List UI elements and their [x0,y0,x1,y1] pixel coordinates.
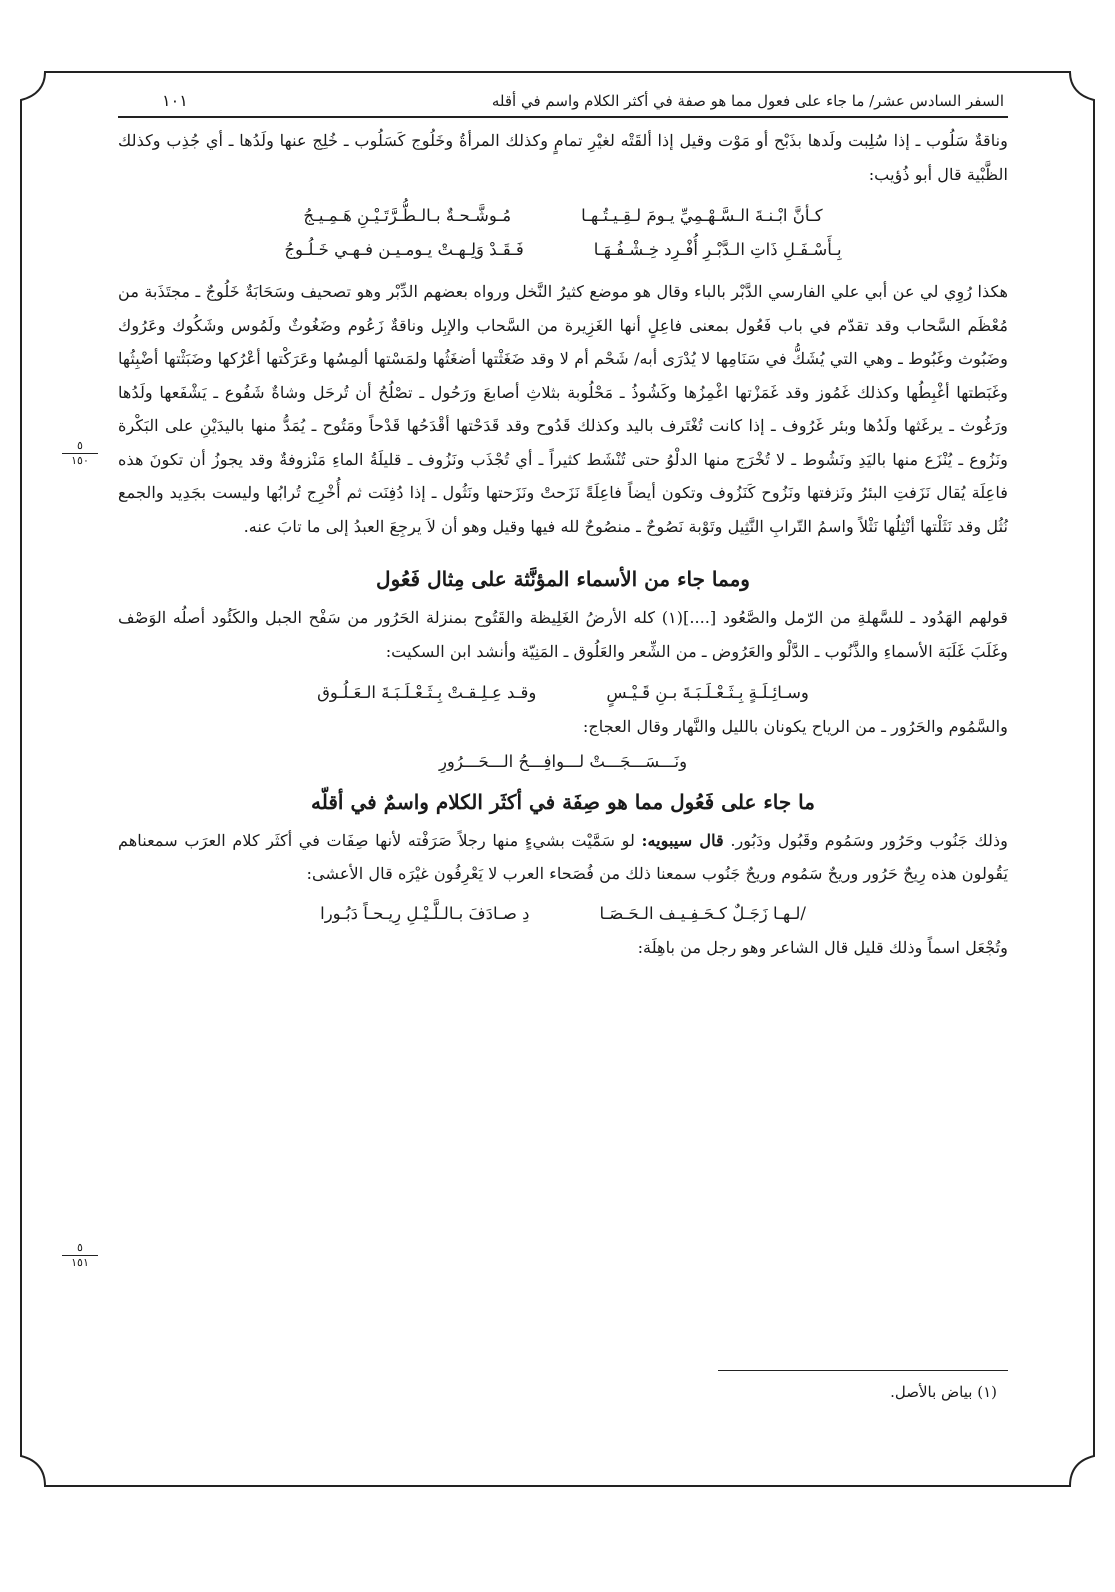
margin-marker-150 [62,440,98,467]
paragraph-2: هكذا رُوِي لي عن أبي علي الفارسي الدَّبْر بالباء وقال هو موضع كثيرُ النَّخل ورواه بعضهم الدِّبْر وهو تصحيف وسَحَابَةٌ خَلُوجٌ ـ مجتَذَبة من مُعْظَم السَّحاب وقد تقدّم في باب فَعُول بمعنى فاعِلٍ أنها الغَزِيرة من السَّحاب والإبِل وناقةٌ زَعُوم وضَغُوثٌ ولَمُوس وشَكُوك وعَرُوك وضَبُوث وغَبُوط ـ وهي التي يُشَكُّ في سَنَامِها لا يُدْرَى أبه/ شَحْم أم لا وقد ضَغَثْتها أضغَثُها ولمَسْتها ألمِسُها وعَرَكْتها أعْرُكها وضَبَثْتها أضْبِثُها وغَبَطتها أغْبِطُها وكذلك غَمُوز وقد غَمَزْتها اغْمِزُها وكَشُوذُ ـ مَحْلُوبة بثلاثِ أصابعَ ورَحُول ـ تصْلُحُ أن تُرحَل وشاةٌ شَفُوع ـ يَشْفَعها ولَدُها ورَغُوث ـ يرغَثها ولَدُها وبئر غَرُوف ـ إذا كانت تُغْتَرف باليد وكذلك قَدُوح وقد قَدَحْتها أقْدَحُها قَدْحاً ومَتُوح ـ يُمَدُّ منها باليدَيْنِ على البَكْرة ونَزُوع ـ يُنْزَع منها باليَدِ ونَشُوط ـ لا تُخْرَج منها الدلْوُ حتى تُنْشَط كثيراً ـ أي تُجْذَب ونَزُوف ـ قليلَةُ الماءِ مَنْزوفةٌ وقد يجوزُ أن تكونَ هذه فاعِلَة يُقال نَزَفتِ البئرُ ونَزفتها ونَزُوح كَنَزُوف وتكون أيضاً فاعِلَةً نَزَحتْ ونَزَحتها ونَثُول ـ إذا دُفِنَت ثم أُخْرِج تُرابُها وليست بجَدِيد والجمع نُثُل وقد نَثَلْتها أنْثِلُها نَثْلاً واسمُ التّرابِ النَّثِيل وتَوْبة نَصُوحٌ ـ منصُوحٌ لله فيها وقيل وهو أن لاَ يرجِعَ العبدُ إلى ما تابَ عنه. [118,282,1008,536]
poem-line-4: ونَـــسَـــجَـــتْ لـــوافِـــحُ الـــحَـــرُورِ [438,751,688,771]
paragraph-3: قولهم الهَدُود ـ للسَّهلةِ من الرّمل والصَّعُود [....](١) كله الأرضُ الغَلِيظة والقَتُوح بمنزلة الحَرُور من سَفْح الجبل والكَئُود أصلُه الوَصْف وغَلَبَ غَلَبَة الأسماءِ والذَّنُوب ـ الدَّلْو والعَرُوض ـ من الشِّعر والعَلُوق ـ المَنِيّة وأنشد ابن السكيت: [118,608,1008,661]
marker-denominator: ١٥١ [71,1256,89,1269]
marker-numerator: ٥ [62,440,98,454]
page-content [118,78,1008,964]
footnote-rule [718,1370,1008,1371]
marker-numerator: ٥ [62,1242,98,1256]
paragraph-5-text: وذلك جَنُوب وحَرُور وسَمُوم وقَبُول ودَبُور. [723,830,1008,850]
section-heading-1: ومما جاء من الأسماء المؤنَّثة على مِثال فَعُول [376,567,750,591]
marker-denominator: ١٥٠ [71,454,89,467]
poem-line-1 [118,199,1008,233]
page-number: ١٠١ [162,91,188,110]
hemistich-left: وقـد عِـلِـقـتْ بِـثَـعْـلَـبَـةَ الـعَـلُـوق [317,683,537,702]
paragraph-6: وتُجْعَل اسماً وذلك قليل قال الشاعر وهو رجل من باهِلَة: [637,937,1008,957]
section-heading-2: ما جاء على فَعُول مما هو صِفَة في أكثَر الكلام واسمٌ في أقلّه [311,789,815,814]
hemistich-left: دِ صـادَفَ بـالـلَّـيْـلِ رِيـحـاً دَبُـورا [320,903,530,923]
hemistich-right: /لـهـا زَجَـلٌ كـحَـفِـيـف الـحَـصَـا [599,903,806,923]
hemistich-left: مُـوشَّـحـةٌ بـالـطُّـرَّتَـيْـنِ هَـمِـيـجُ [303,206,512,225]
paragraph-5 [118,824,1008,891]
hemistich-right: وسـائِـلَـةٍ بِـثَـعْـلَـبَـةَ بـنِ قَـيْـسٍ [606,683,809,702]
paragraph-1: وناقةٌ سَلُوب ـ إذا سُلِبت ولَدها بذَبْح أو مَوْت وقيل إذا ألقَتْه لغيْرِ تمامٍ وكذلك المرأةُ وخَلُوج كَسَلُوب ـ خُلِج عنها ولَدُها ـ أي جُذِب وكذلك الظَّبْية قال أبو ذُؤيب: [118,131,1008,184]
hemistich-left: فَـقَـدْ وَلِـهـتْ يـومـيـن فـهـي خَـلُـوجُ [284,240,524,259]
poem-line-5 [118,897,1008,931]
hemistich-right: بِـأَسْـفَـلِ ذَاتِ الـدَّبْـرِ أُفْـرِد خِـشْـفُـهَـا [593,240,842,259]
sibawayh-citation: قال سيبويه: [641,830,724,850]
footnote: (١) بياض بالأصل. [890,1383,997,1401]
paragraph-4: والسَّمُوم والحَرُور ـ من الرياح يكونان بالليل والنَّهار وقال العجاج: [582,717,1008,736]
paragraph-5-text-cont: لو سَمَّيْت بشيءٍ منها رجلاً صَرَفْته لأنها صِفَات في أكثَر كلام العرَب سمعناهم يَقُولون هذه رِيحٌ حَرُور وريحٌ سَمُوم وريحٌ جَنُوب سمعنا ذلك من فُصَحاء العرب لا يَعْرِفُون غيْرَه قال الأعشى: [118,830,1008,883]
running-header [118,78,1008,118]
poem-line-3 [118,676,1008,710]
poem-line-2 [118,233,1008,267]
running-title: السفر السادس عشر/ ما جاء على فعول مما هو صفة في أكثر الكلام واسم في أقله [491,92,1004,110]
margin-marker-151 [62,1242,98,1269]
hemistich-right: كـأنَّ ابْـنـةَ الـسَّـهْـمِيِّ يـومَ لـقِـيـتُـهـا [581,206,823,225]
